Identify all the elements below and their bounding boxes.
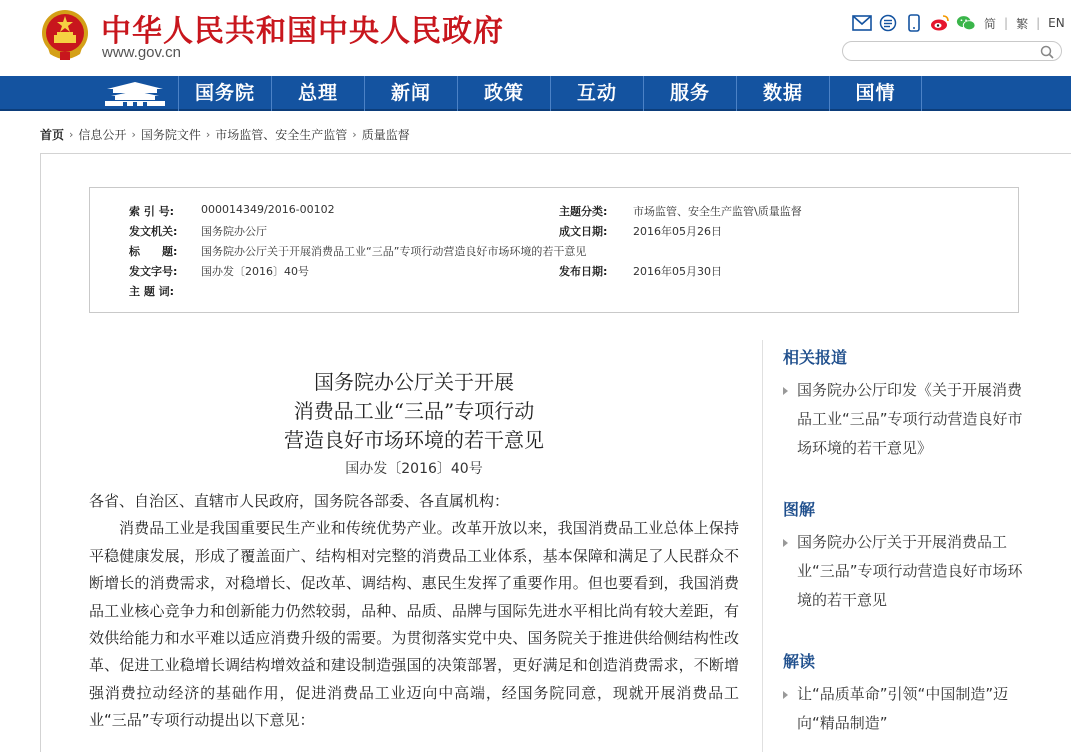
info-label: 发文机关: <box>129 225 178 238</box>
main-nav <box>0 76 1071 111</box>
chevron-right-icon: › <box>131 128 136 141</box>
graphic-link[interactable]: 国务院办公厅关于开展消费品工业“三品”专项行动营造良好市场环境的若干意见 <box>783 528 1033 615</box>
breadcrumb-link[interactable]: 质量监督 <box>361 128 410 142</box>
breadcrumb <box>40 126 410 143</box>
mail-icon[interactable] <box>852 13 872 33</box>
nav-item-news[interactable]: 新闻 <box>364 76 457 111</box>
info-value: 2016年05月30日 <box>633 265 722 278</box>
graphic-heading: 图解 <box>783 500 816 519</box>
nav-item-premier[interactable]: 总理 <box>271 76 364 111</box>
article-title-line: 营造良好市场环境的若干意见 <box>284 428 544 452</box>
site-url[interactable]: www.gov.cn <box>102 44 181 61</box>
site-header <box>0 0 1071 76</box>
info-label: 发文字号: <box>129 265 178 278</box>
info-row-category <box>559 203 802 219</box>
interpretation-link[interactable]: 让“品质革命”引领“中国制造”迈向“精品制造” <box>783 680 1033 738</box>
salutation: 各省、自治区、直辖市人民政府，国务院各部委、各直属机构： <box>89 492 510 510</box>
sidebar <box>762 340 1032 752</box>
info-row-title <box>129 243 586 259</box>
info-value: 000014349/2016-00102 <box>201 203 335 216</box>
lang-divider: | <box>1004 16 1009 30</box>
chevron-right-icon: › <box>205 128 211 141</box>
search-input[interactable] <box>853 44 1043 62</box>
article-paragraph: 消费品工业是我国重要民生产业和传统优势产业。改革开放以来，我国消费品工业总体上保持平稳健康发展，形成了覆盖面广、结构相对完整的消费品工业体系，基本保障和满足了人民群众不断增长的消费需求，对稳增长、促改革、调结构、惠民生发挥了重要作用。但也要看到，我国消费品工业核心竞争力和创新能力仍然较弱，品种、品质、品牌与国际先进水平相比尚有较大差距，有效供给能力和水平难以适应消费升级的需要。为贯彻落实党中央、国务院关于推进供给侧结构性改革、促进工业稳增长调结构增效益和建设制造强国的决策部署，更好满足和创造消费需求，不断增强消费拉动经济的基础作用，促进消费品工业迈向中高端，经国务院同意，现就开展消费品工业“三品”专项行动提出以下意见： <box>89 519 739 730</box>
mobile-icon[interactable] <box>904 13 924 33</box>
article-title-line: 国务院办公厅关于开展 <box>314 370 514 394</box>
document-number: 国办发〔2016〕40号 <box>345 461 483 477</box>
graphic-section <box>783 498 1033 615</box>
info-value: 国务院办公厅关于开展消费品工业“三品”专项行动营造良好市场环境的若干意见 <box>201 245 587 258</box>
info-row-created <box>559 223 722 239</box>
breadcrumb-link[interactable]: 市场监管、安全生产监管 <box>215 128 348 142</box>
nav-items <box>178 76 922 111</box>
nav-item-interaction[interactable]: 互动 <box>550 76 643 111</box>
breadcrumb-link[interactable]: 国务院文件 <box>140 128 201 142</box>
info-label: 标 题: <box>129 245 178 258</box>
interpretation-section <box>783 650 1033 738</box>
breadcrumb-link[interactable]: 信息公开 <box>78 128 127 142</box>
nav-item-services[interactable]: 服务 <box>643 76 736 111</box>
breadcrumb-home-link[interactable]: 首页 <box>40 128 65 142</box>
header-tools <box>852 12 1067 34</box>
info-label: 成文日期: <box>559 225 608 238</box>
info-label: 主 题 词: <box>129 285 175 298</box>
wechat-icon[interactable] <box>956 13 976 33</box>
lang-divider: | <box>1036 16 1041 30</box>
info-label: 发布日期: <box>559 265 608 278</box>
article <box>89 340 739 735</box>
lang-english-link[interactable]: EN <box>1048 16 1065 30</box>
article-title-line: 消费品工业“三品”专项行动 <box>293 399 535 423</box>
interpretation-heading: 解读 <box>783 652 816 671</box>
related-report-link[interactable]: 国务院办公厅印发《关于开展消费品工业“三品”专项行动营造良好市场环境的若干意见》 <box>783 376 1033 463</box>
info-row-issuer <box>129 223 267 239</box>
related-reports-heading: 相关报道 <box>783 348 848 367</box>
nav-item-policies[interactable]: 政策 <box>457 76 550 111</box>
tiananmen-icon[interactable] <box>96 76 174 111</box>
info-value: 市场监管、安全生产监管\质量监督 <box>633 205 802 218</box>
site-title[interactable]: 中华人民共和国中央人民政府 <box>101 14 504 49</box>
lang-traditional-link[interactable]: 繁 <box>1016 16 1029 31</box>
weibo-icon[interactable] <box>930 13 950 33</box>
search-box <box>842 41 1062 61</box>
nav-item-data[interactable]: 数据 <box>736 76 829 111</box>
info-row-docno <box>129 263 309 279</box>
related-reports-section <box>783 346 1033 463</box>
info-row-keywords <box>129 283 201 299</box>
info-value: 国办发〔2016〕40号 <box>201 265 309 278</box>
info-row-published <box>559 263 722 279</box>
nav-item-state-council[interactable]: 国务院 <box>178 76 271 111</box>
search-icon[interactable] <box>1039 44 1055 60</box>
national-emblem-icon[interactable] <box>40 8 90 62</box>
article-title <box>89 368 739 455</box>
info-row-index <box>129 203 335 219</box>
rss-icon[interactable] <box>878 13 898 33</box>
info-label: 索 引 号: <box>129 205 175 218</box>
chevron-right-icon: › <box>352 128 357 141</box>
nav-item-national-profile[interactable]: 国情 <box>829 76 922 111</box>
info-value: 2016年05月26日 <box>633 225 722 238</box>
document-info-table <box>89 187 1019 313</box>
chevron-right-icon: › <box>69 128 74 141</box>
info-value: 国务院办公厅 <box>201 225 267 238</box>
lang-simplified-link[interactable]: 简 <box>984 16 997 31</box>
info-label: 主题分类: <box>559 205 608 218</box>
